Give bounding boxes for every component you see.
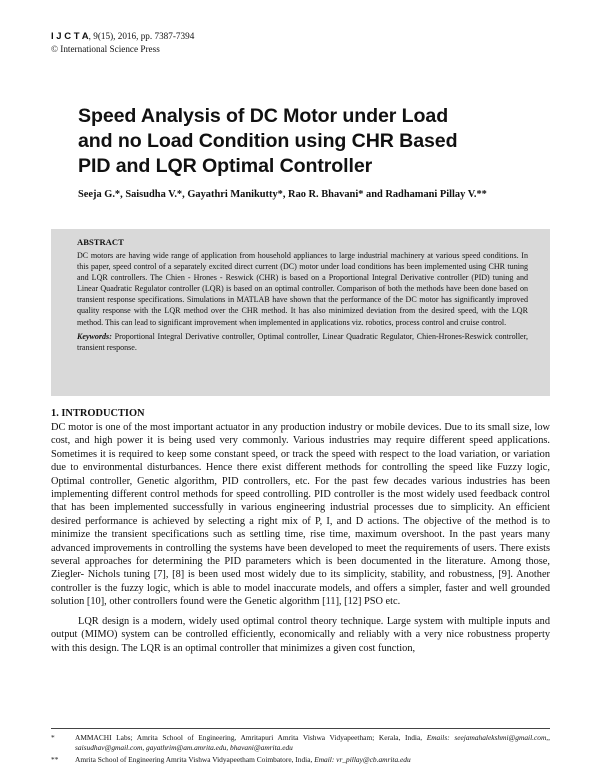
paragraph: LQR design is a modern, widely used optimal control theory technique. Large system with multiple inputs and output (MIMO) system can be controlled efficiently, economically and reliably with a very nice robustness property with this design. The LQR is an optimal controller that minimizes a given cost function, [51, 615, 550, 654]
paragraph: DC motor is one of the most important actuator in any production industry or mobile devices. Due to its small size, low cost, and high power it is being used very commonly. Various industries may require different speed applications. Sometimes it is required to keep some constant speed, or track the speed with respect to the load variation, or variation due to environmental disturbances. Hence there exist different methods for controlling the speed like Fuzzy logic, Optimal controller, Genetic algorithm, PID controllers, etc. For the past few decades various industries has been implementing different control methods for speed controlling. PID controller is the most widely used feedback control that has been implemented successfully in various engineering industrial processes due to simplicity. An efficient desired performance is achieved by selecting a right mix of P, I, and D actions. The objective of the method is to minimize the transient specifications such as settling time, rise time, maximum overshoot. In the past years many advanced improvements in controlling the systems have been developed to meet the requirements of users. There exists several approaches for determining the PID parameters which is been documented in the literature. Among those, Ziegler- Nichols tuning [7], [8] is been used most widely due to its simplicity, stability, and robustness, [9]. Another controller is the fuzzy logic, which is able to model inaccurate models, and offers a simpler, faster and well grounded solution [10], other controllers found were the Genetic algorithm [11], [12] PSO etc. [51, 422, 550, 608]
journal-citation: I J C T A, 9(15), 2016, pp. 7387-7394 [51, 31, 195, 42]
section-heading: 1. INTRODUCTION [51, 408, 145, 419]
keywords-text: Proportional Integral Derivative controller, Optimal controller, Linear Quadratic Regulator, Chien-Hrones-Reswick controller, transient response. [77, 331, 528, 352]
email-links[interactable]: seejamahalekshmi@gmail.com,, saisudhav@gmail.com, gayathrim@am.amrita.edu, bhavani@amrita.edu [75, 733, 550, 752]
email-links[interactable]: vr_pillay@cb.amrita.edu [334, 755, 411, 765]
abstract-text: DC motors are having wide range of application from household appliances to large industrial machinery at various speed conditions. In this paper, speed control of a separately excited direct current (DC) motor under load conditions has been implemented using CHR tuning and LQR controllers. The Chien - Hrones - Reswick (CHR) is based on a Proportional Integral Derivative controller (PID) tuning and Linear Quadratic Regulator controller (LQR) is based on an optimal controller. Comparison of both the methods have been done based on transient response specifications. Simulations in MATLAB have shown that the performance of the DC motor has significantly improved quality response with the LQR method over the CHR method. It has also minimized deviation from the desired speed, with the LQR method. This can lead to significant improvement when implemented in applications viz. robotics, process control and cruise control. [77, 251, 528, 327]
title-line: PID and LQR Optimal Controller [78, 155, 373, 177]
keywords-label: Keywords: [77, 331, 112, 341]
footnote: ** Amrita School of Engineering Amrita Vishwa Vidyapeetham Coimbatore, India, Email: vr_pillay@cb.amrita.edu [51, 755, 411, 765]
copyright-line: © International Science Press [51, 44, 160, 54]
title-line: Speed Analysis of DC Motor under Load [78, 105, 449, 127]
keywords [77, 331, 528, 353]
paper-title [78, 104, 538, 179]
email-label: Email: [314, 755, 335, 765]
email-label: Emails: [426, 733, 450, 742]
title-line: and no Load Condition using CHR Based [78, 130, 458, 152]
body-text [51, 421, 550, 655]
footnote: * AMMACHI Labs; Amrita School of Engineering, Amritapuri Amrita Vishwa Vidyapeetham; Kerala, India, Emails: seejamahalekshmi@gmail.com,, saisudhav@gmail.com, gayathrim@am.amrita.edu, bhavani@amrita.edu [51, 733, 550, 752]
journal-info [51, 30, 194, 55]
abstract-heading: ABSTRACT [77, 237, 124, 247]
footnote-divider [51, 728, 550, 729]
footnote-mark: ** [51, 755, 59, 765]
footnotes [51, 733, 550, 765]
abstract-box [51, 229, 550, 396]
footnote-mark: * [51, 733, 55, 742]
author-list: Seeja G.*, Saisudha V.*, Gayathri Manikutty*, Rao R. Bhavani* and Radhamani Pillay V.** [78, 189, 487, 200]
journal-name: I J C T A [51, 31, 89, 42]
